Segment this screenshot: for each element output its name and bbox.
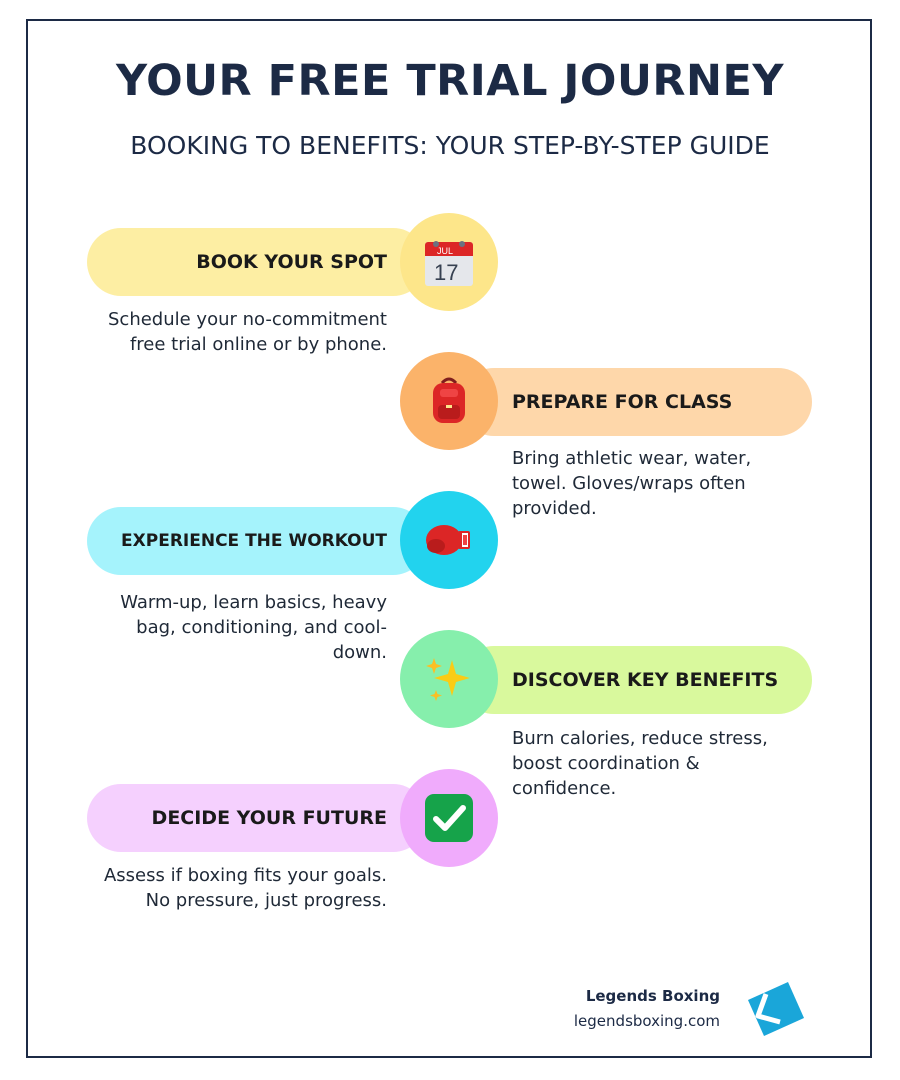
step-1-label: BOOK YOUR SPOT: [196, 251, 387, 273]
step-1-description: Schedule your no-commitment free trial online or by phone.: [108, 309, 387, 355]
step-5-label: DECIDE YOUR FUTURE: [151, 807, 387, 829]
boxing-glove-icon: [422, 518, 476, 562]
check-mark-icon: [423, 792, 475, 844]
step-2-pill: [460, 368, 812, 436]
svg-text:17: 17: [434, 260, 459, 285]
step-2-circle: [400, 352, 498, 450]
step-4-circle: [400, 630, 498, 728]
step-3-pill: [87, 507, 427, 575]
svg-text:JUL: JUL: [437, 246, 454, 256]
step-3-circle: [400, 491, 498, 589]
sparkles-icon: [422, 652, 476, 706]
step-2-label: PREPARE FOR CLASS: [512, 391, 733, 413]
step-5-circle: [400, 769, 498, 867]
brand-url[interactable]: legendsboxing.com: [573, 1012, 720, 1030]
step-2-description: Bring athletic wear, water, towel. Gloves/wraps often provided.: [512, 448, 752, 519]
step-4-label: DISCOVER KEY BENEFITS: [512, 669, 779, 691]
step-1-pill: [87, 228, 427, 296]
step-3-label: EXPERIENCE THE WORKOUT: [121, 531, 387, 551]
brand-name: Legends Boxing: [585, 987, 720, 1005]
step-1-circle: [400, 213, 498, 311]
page-title: YOUR FREE TRIAL JOURNEY: [115, 56, 785, 106]
legends-boxing-logo-icon: [744, 980, 806, 1038]
backpack-icon: [425, 375, 473, 427]
calendar-icon: [421, 234, 477, 290]
step-3-description: Warm-up, learn basics, heavy bag, conditioning, and cool-down.: [120, 592, 387, 663]
step-5-pill: [87, 784, 427, 852]
step-4-description: Burn calories, reduce stress, boost coordination & confidence.: [512, 728, 768, 799]
page-subtitle: BOOKING TO BENEFITS: YOUR STEP-BY-STEP GUIDE: [130, 131, 770, 160]
step-4-pill: [460, 646, 812, 714]
step-5-description: Assess if boxing fits your goals. No pressure, just progress.: [103, 865, 387, 911]
